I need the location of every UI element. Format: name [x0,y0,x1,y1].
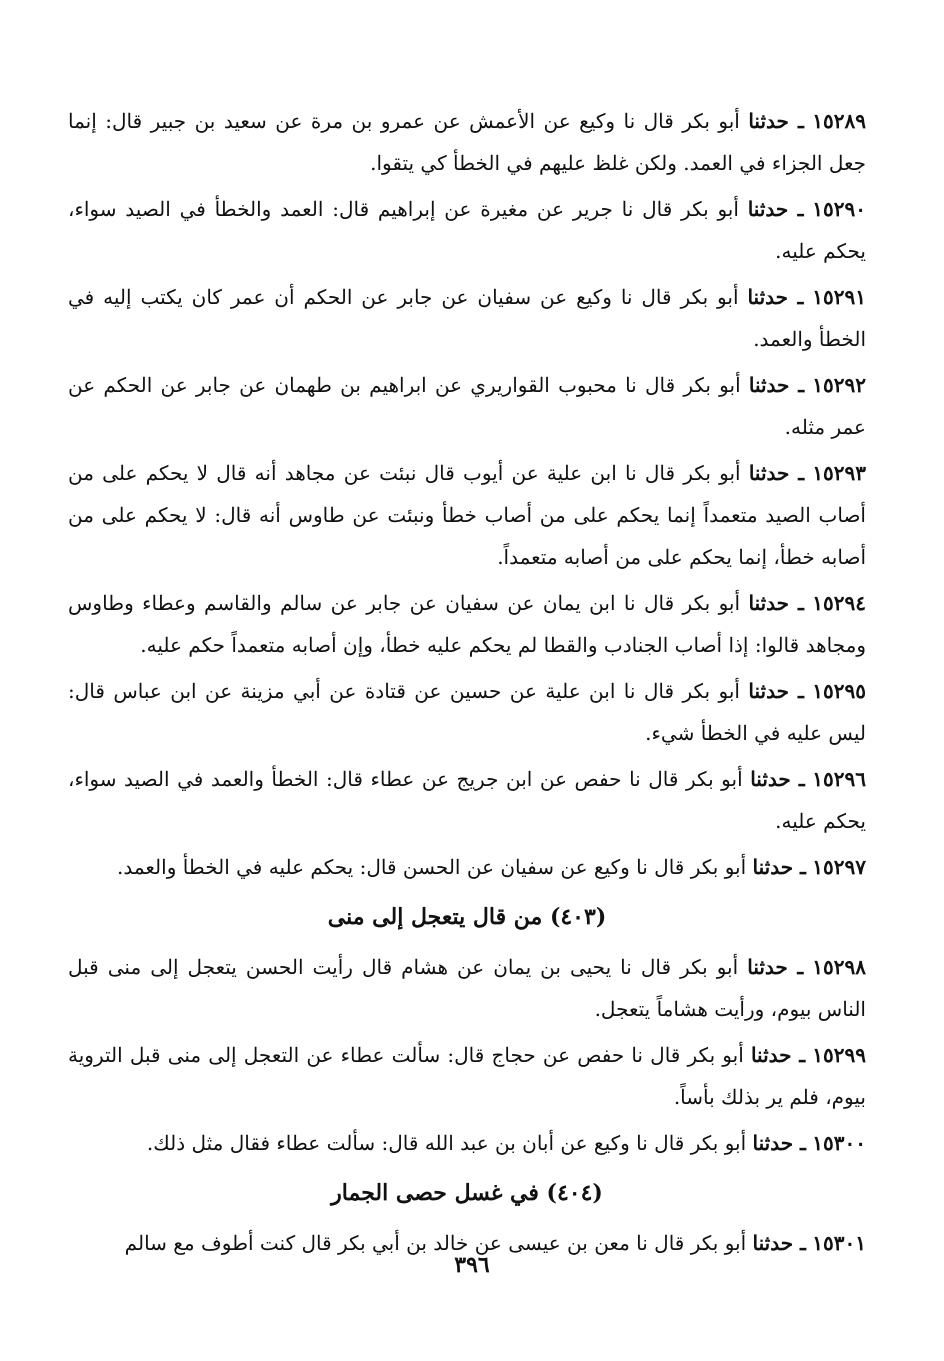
entry-lead: ـ حدثنا [748,591,804,615]
entry-text: أبو بكر قال نا جرير عن مغيرة عن إبراهيم قال: العمد والخطأ في الصيد سواء، يحكم عليه. [68,197,866,263]
entry-lead: ـ حدثنا [747,197,804,221]
hadith-entry [68,670,866,754]
hadith-entry [68,846,866,888]
entry-lead: ـ حدثنا [752,855,806,879]
entry-text: أبو بكر قال نا وكيع عن أبان بن عبد الله قال: سألت عطاء فقال مثل ذلك. [146,1131,747,1155]
entry-lead: ـ حدثنا [752,1231,806,1255]
hadith-entry [68,276,866,360]
entry-number: ١٥٢٩٨ [812,955,867,979]
entry-text: أبو بكر قال نا وكيع عن الأعمش عن عمرو بن مرة عن سعيد بن جبير قال: إنما جعل الجزاء في العمد. ولكن غلظ عليهم في الخطأ كي يتقوا. [68,109,866,175]
text-block [68,100,866,1268]
entry-lead: ـ حدثنا [750,767,805,791]
hadith-entry [68,1122,866,1164]
entry-text: أبو بكر قال نا محبوب القواريري عن ابراهيم بن طهمان عن جابر عن الحكم عن عمر مثله. [68,373,866,439]
section-heading-403: (٤٠٣) من قال يتعجل إلى منى [327,904,607,930]
entry-number: ١٥٢٩٠ [812,197,866,221]
entry-text: أبو بكر قال نا يحيى بن يمان عن هشام قال رأيت الحسن يتعجل إلى منى قبل الناس بيوم، ورأيت هشاماً يتعجل. [68,955,866,1021]
entry-number: ١٥٢٩٩ [812,1043,867,1067]
page-number: ٣٩٦ [454,1252,490,1278]
entry-text: أبو بكر قال نا حفص عن ابن جريج عن عطاء قال: الخطأ والعمد في الصيد سواء، يحكم عليه. [68,767,866,833]
entry-number: ١٥٢٩٥ [812,679,866,703]
entry-number: ١٥٣٠٠ [812,1131,866,1155]
entry-number: ١٥٢٨٩ [812,109,866,133]
hadith-entry [68,758,866,842]
entry-text: أبو بكر قال نا وكيع عن سفيان عن الحسن قال: يحكم عليه في الخطأ والعمد. [116,855,747,879]
hadith-entry [68,188,866,272]
entry-lead: ـ حدثنا [748,109,804,133]
entry-lead: ـ حدثنا [748,679,804,703]
entry-number: ١٥٢٩١ [812,285,867,309]
hadith-entry [68,946,866,1030]
entry-lead: ـ حدثنا [747,285,804,309]
entry-number: ١٥٣٠١ [812,1231,866,1255]
entry-text: أبو بكر قال نا ابن يمان عن سفيان عن جابر عن سالم والقاسم وعطاء وطاوس ومجاهد قالوا: إذا أصاب الجنادب والقطا لم يحكم عليه خطأ، وإن أصابه متعمداً حكم عليه. [68,591,866,657]
entry-lead: ـ حدثنا [752,1131,806,1155]
entry-number: ١٥٢٩٢ [812,373,866,397]
entry-number: ١٥٢٩٤ [812,591,867,615]
hadith-entry [68,1034,866,1118]
entry-text: أبو بكر قال نا ابن علية عن حسين عن قتادة عن أبي مزينة عن ابن عباس قال: ليس عليه في الخطأ شيء. [68,679,866,745]
section-heading-404: (٤٠٤) في غسل حصى الجمار [331,1180,603,1206]
entry-number: ١٥٢٩٣ [812,461,867,485]
entry-lead: ـ حدثنا [750,1043,806,1067]
hadith-entry [68,100,866,184]
entry-text: أبو بكر قال نا حفص عن حجاج قال: سألت عطاء عن التعجل إلى منى قبل التروية بيوم، فلم ير بذلك بأساً. [68,1043,866,1109]
entry-lead: ـ حدثنا [748,373,805,397]
entry-lead: ـ حدثنا [748,461,805,485]
entry-text: أبو بكر قال نا وكيع عن سفيان عن جابر عن الحكم أن عمر كان يكتب إليه في الخطأ والعمد. [68,285,866,351]
hadith-entry [68,364,866,448]
hadith-entry [68,582,866,666]
entry-number: ١٥٢٩٦ [812,767,867,791]
entry-text: أبو بكر قال نا ابن علية عن أيوب قال نبئت عن مجاهد أنه قال لا يحكم على من أصاب الصيد متعمداً إنما يحكم على من أصاب خطأ ونبئت عن طاوس أنه قال: لا يحكم على من أصابه خطأ، إنما يحكم على من أصابه متعمداً. [68,461,866,569]
entry-lead: ـ حدثنا [747,955,804,979]
entry-number: ١٥٢٩٧ [812,855,866,879]
hadith-entry [68,452,866,578]
entry-text: أبو بكر قال نا معن بن عيسى عن خالد بن أبي بكر قال كنت أطوف مع سالم [124,1231,747,1255]
